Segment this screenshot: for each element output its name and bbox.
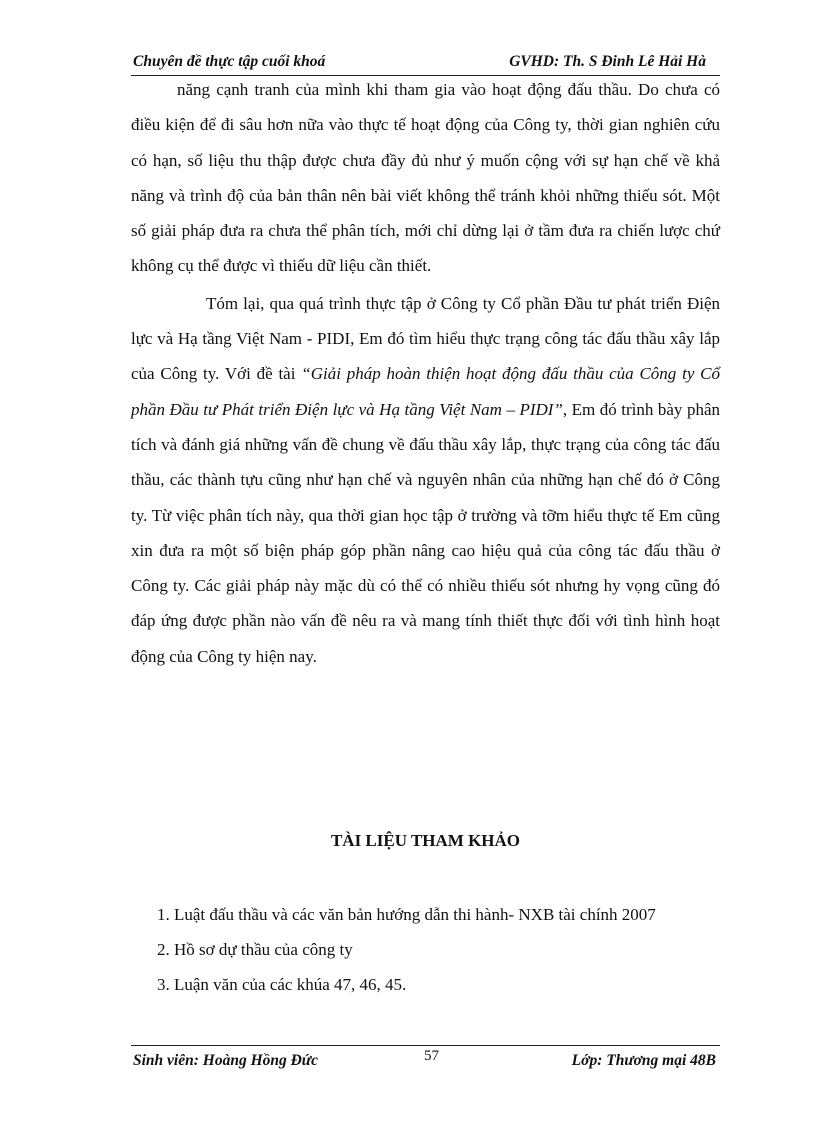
page-footer <box>131 1045 720 1076</box>
page-number: 57 <box>424 1048 439 1064</box>
references-heading: TÀI LIỆU THAM KHẢO <box>330 831 521 850</box>
reference-item: 2. Hồ sơ dự thầu của công ty <box>157 940 353 959</box>
footer-class: Lớp: Thương mại 48B <box>571 1052 716 1069</box>
header-course-title: Chuyên đề thực tập cuối khoá <box>133 53 326 70</box>
references-list <box>157 897 656 1002</box>
paragraph-conclusion-2 <box>131 286 720 674</box>
thesis-title: “Giải pháp hoàn thiện hoạt động đấu thầu của Công ty Cổ phần Đầu tư Phát triển Điện lực và Hạ tầng Việt Nam – PIDI” <box>131 364 720 419</box>
reference-item: 1. Luật đấu thầu và các văn bản hướng dẫn thi hành- NXB tài chính 2007 <box>157 905 656 924</box>
header-supervisor: GVHD: Th. S Đinh Lê Hải Hà <box>509 53 706 70</box>
paragraph-2-intro: Tóm lại, qua quá trình thực tập ở Công ty Cổ phần Đầu tư phát triển Điện lực và Hạ tầng Việt Nam - PIDI, Em đó tìm hiểu thực trạng công tác đấu thầu xây lắp của Công ty. Với đề tài <box>131 293 720 384</box>
reference-item: 3. Luận văn của các khúa 47, 46, 45. <box>157 975 407 994</box>
footer-student: Sinh viên: Hoàng Hồng Đức <box>133 1052 318 1069</box>
body-text <box>131 72 720 674</box>
paragraph-conclusion-1: năng cạnh tranh của mình khi tham gia vào hoạt động đấu thầu. Do chưa có điều kiện để đi sâu hơn nữa vào thực tế hoạt động của Công ty, thời gian nghiên cứu có hạn, số liệu thu thập được chưa đầy đủ như ý muốn cộng với sự hạn chế về khả năng và trình độ của bản thân nên bài viết không thể tránh khỏi những thiếu sót. Một số giải pháp đưa ra chưa thể phân tích, mới chỉ dừng lại ở tầm đưa ra chiến lược chứ không cụ thể được vì thiếu dữ liệu cần thiết. <box>131 80 720 276</box>
paragraph-2-rest: , Em đó trình bày phân tích và đánh giá những vấn đề chung về đấu thầu xây lắp, thực trạng của công tác đấu thầu, các thành tựu cũng như hạn chế và nguyên nhân của những hạn chế đó ở Công ty. Từ việc phân tích này, qua thời gian học tập ở trường và tỡm hiểu thực tế Em cũng xin đưa ra một số biện pháp góp phần nâng cao hiệu quả của công tác đấu thầu ở Công ty. Các giải pháp này mặc dù có thể có nhiều thiếu sót nhưng hy vọng cũng đó đáp ứng được phần nào vấn đề nêu ra và mang tính thiết thực đối với tình hình hoạt động của Công ty hiện nay. <box>131 399 720 666</box>
